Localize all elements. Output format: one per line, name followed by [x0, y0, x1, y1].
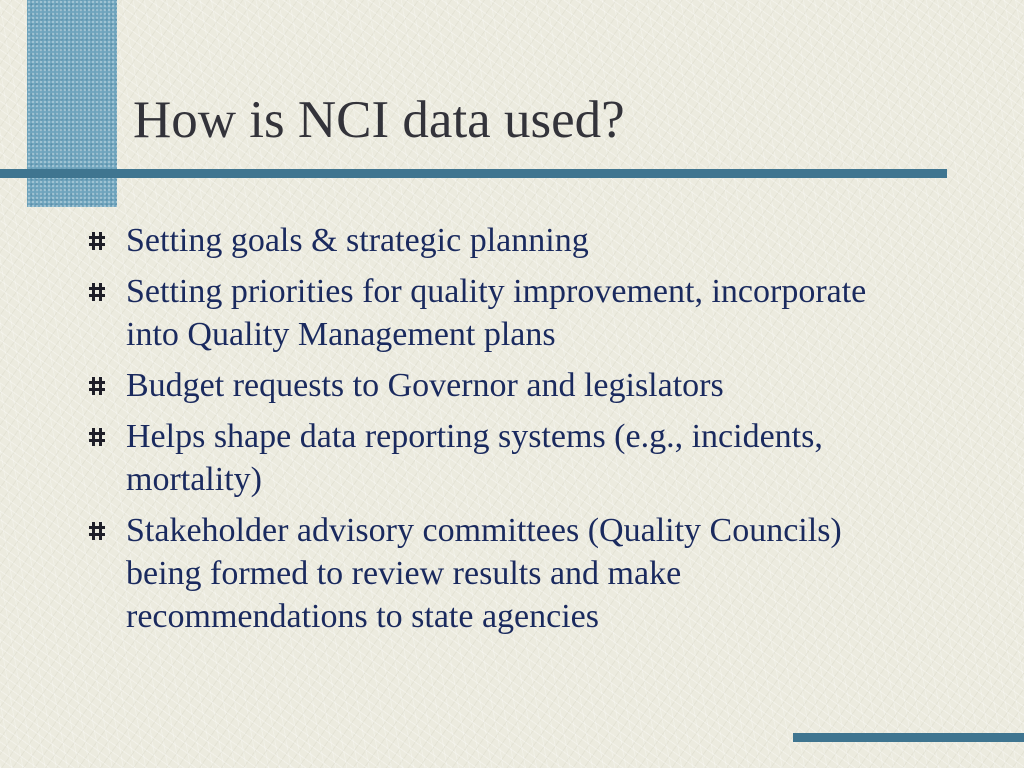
list-item-text: Budget requests to Governor and legislators [126, 367, 724, 404]
list-item-text: Setting priorities for quality improvement, incorporate into Quality Management plans [126, 273, 867, 353]
bullet-list [88, 219, 868, 646]
hash-bullet-icon [88, 521, 106, 541]
hash-bullet-icon [88, 231, 106, 251]
list-item [88, 219, 868, 262]
title-divider [0, 169, 947, 178]
list-item [88, 270, 868, 356]
list-item-text: Helps shape data reporting systems (e.g., incidents, mortality) [126, 418, 823, 498]
hash-bullet-icon [88, 376, 106, 396]
slide-title: How is NCI data used? [133, 91, 625, 149]
list-item [88, 509, 868, 638]
hash-bullet-icon [88, 282, 106, 302]
list-item [88, 415, 868, 501]
footer-divider [793, 733, 1024, 742]
list-item-text: Stakeholder advisory committees (Quality Councils) being formed to review results and make recommendations to state agencies [126, 512, 842, 635]
list-item [88, 364, 868, 407]
list-item-text: Setting goals & strategic planning [126, 222, 589, 259]
hash-bullet-icon [88, 427, 106, 447]
